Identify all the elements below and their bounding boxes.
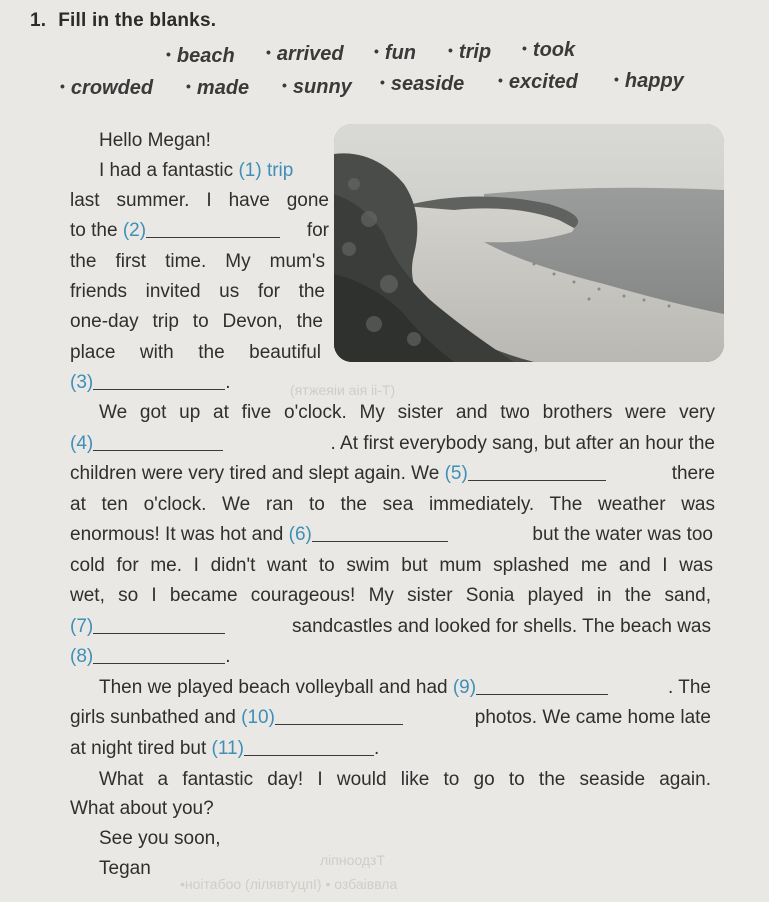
answer-blank[interactable]	[244, 737, 374, 756]
answer-blank[interactable]	[476, 676, 608, 695]
word-bank-item: • took	[522, 39, 576, 61]
exercise-number: 1.	[30, 10, 47, 31]
bullet-icon: •	[380, 74, 385, 90]
answer-blank[interactable]	[275, 706, 403, 725]
letter-line: wet, so I became courageous! My sister Sonia played in the sand,	[70, 585, 711, 606]
bullet-icon: •	[282, 77, 287, 93]
bullet-icon: •	[186, 78, 191, 94]
bullet-icon: •	[166, 46, 171, 62]
beach-photo	[334, 124, 724, 362]
blank-number: (2)	[122, 220, 147, 241]
word-bank-item: • seaside	[380, 73, 465, 95]
blank-number: (4)	[70, 433, 94, 454]
word-bank-item: • crowded	[60, 77, 154, 99]
bullet-icon: •	[448, 42, 453, 58]
letter-line: What about you?	[70, 798, 214, 819]
letter-line: girls sunbathed and (10) photos. We came home late	[70, 707, 711, 728]
word-bank-item: • trip	[448, 41, 492, 63]
blank-number: (10)	[241, 707, 275, 728]
answer-blank[interactable]	[93, 615, 225, 634]
word-bank-item: • sunny	[282, 76, 352, 98]
example-answer: trip	[266, 160, 294, 181]
beach-illustration	[334, 124, 724, 362]
word-bank-item: • happy	[614, 70, 684, 92]
answer-blank[interactable]	[93, 645, 225, 664]
letter-line: children were very tired and slept again. We (5) there	[70, 463, 715, 484]
blank-number: (6)	[288, 524, 312, 545]
letter-line: enormous! It was hot and (6) but the water was too	[70, 524, 713, 545]
letter-signature: Tegan	[99, 858, 151, 879]
blank-number: (1)	[238, 160, 262, 181]
blank-number: (11)	[211, 738, 244, 759]
answer-blank[interactable]	[93, 432, 223, 451]
letter-line: friends invited us for the	[70, 281, 325, 302]
bullet-icon: •	[60, 78, 65, 94]
bullet-icon: •	[266, 44, 271, 60]
answer-blank[interactable]	[468, 462, 606, 481]
word-bank-item: • excited	[498, 71, 578, 93]
letter-line: I had a fantastic (1) trip	[99, 160, 294, 181]
letter-line: What a fantastic day! I would like to go to the seaside again.	[99, 769, 711, 790]
bullet-icon: •	[498, 72, 503, 88]
letter-line: (4) . At first everybody sang, but after an hour the	[70, 433, 715, 454]
word-bank-item: • made	[186, 77, 250, 99]
bleed-through-text: •ноітабоо (лілявтуцпІ) • озбаіввла	[180, 876, 398, 892]
word-bank-item: • arrived	[266, 43, 344, 65]
blank-number: (8)	[70, 646, 94, 667]
letter-closing: See you soon,	[99, 828, 221, 849]
letter-line: place with the beautiful	[70, 342, 321, 363]
letter-line: (3) .	[70, 372, 231, 393]
word-bank-item: • fun	[374, 42, 416, 64]
bleed-through-text: ліпноодзТ	[320, 852, 385, 868]
letter-line: (7) sandcastles and looked for shells. The beach was	[70, 616, 711, 637]
letter-line: Then we played beach volleyball and had (9) . The	[99, 677, 711, 698]
letter-greeting: Hello Megan!	[99, 130, 211, 151]
letter-line: last summer. I have gone	[70, 190, 329, 211]
blank-number: (7)	[70, 616, 94, 637]
bullet-icon: •	[614, 71, 619, 87]
answer-blank[interactable]	[312, 523, 448, 542]
blank-number: (5)	[444, 463, 468, 484]
answer-blank[interactable]	[93, 371, 225, 390]
word-bank-item: • beach	[166, 45, 235, 67]
letter-line: at night tired but (11) .	[70, 738, 380, 759]
letter-line: the first time. My mum's	[70, 251, 325, 272]
answer-blank[interactable]	[146, 219, 280, 238]
bleed-through-text: (ятжеяіи аія іі-Т)	[290, 382, 396, 398]
blank-number: (9)	[452, 677, 477, 698]
letter-line: cold for me. I didn't want to swim but mum splashed me and I was	[70, 555, 713, 576]
letter-line: one-day trip to Devon, the	[70, 311, 323, 332]
exercise-heading	[30, 10, 216, 32]
letter-line: to the (2) for	[70, 220, 329, 241]
bullet-icon: •	[522, 40, 527, 56]
blank-number: (3)	[70, 372, 94, 393]
bullet-icon: •	[374, 43, 379, 59]
letter-line: We got up at five o'clock. My sister and two brothers were very	[99, 402, 715, 423]
exercise-title: Fill in the blanks.	[58, 10, 217, 31]
letter-line: (8) .	[70, 646, 231, 667]
letter-line: at ten o'clock. We ran to the sea immediately. The weather was	[70, 494, 715, 515]
